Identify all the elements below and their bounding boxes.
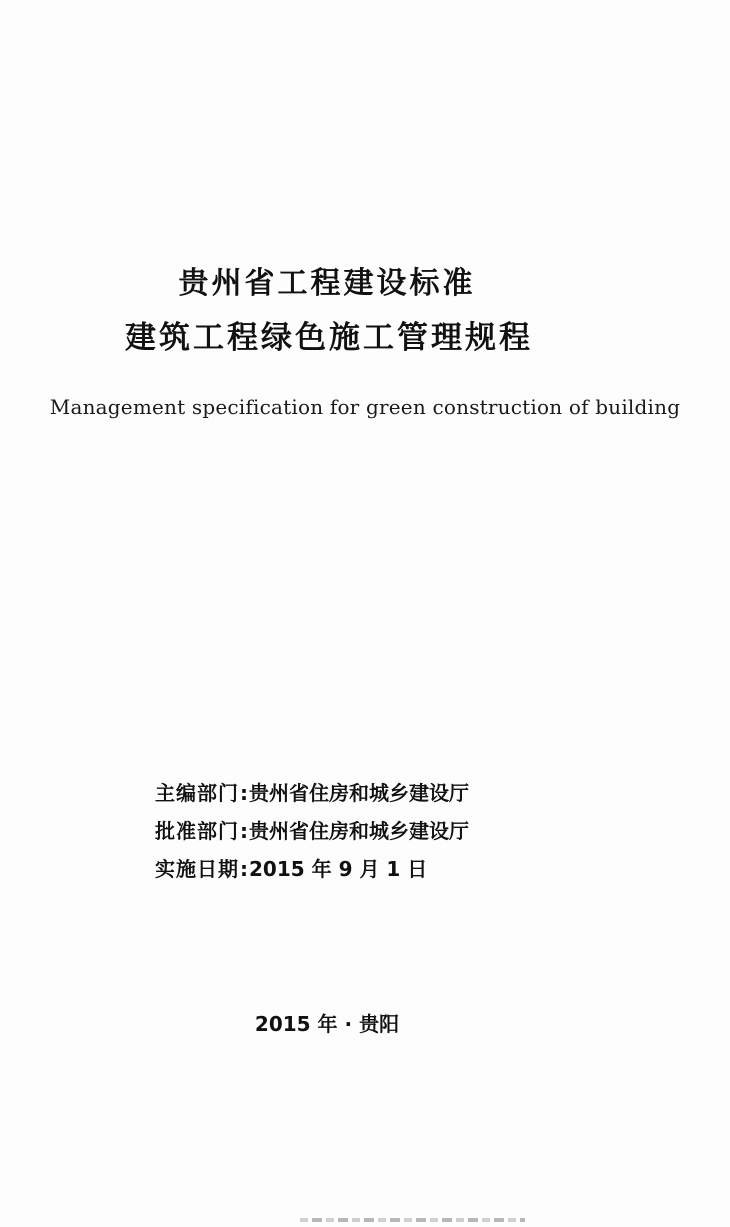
info-label: 批准部门 — [155, 819, 239, 843]
info-value: 贵州省住房和城乡建设厅 — [249, 781, 469, 805]
info-row-effective-date — [155, 850, 469, 888]
info-row-approval — [155, 812, 469, 850]
standard-series-title: 贵州省工程建设标准 — [178, 266, 476, 301]
info-label: 实施日期 — [155, 857, 239, 881]
info-separator: : — [240, 857, 248, 881]
issuing-info — [155, 774, 469, 888]
scan-artifact — [300, 1218, 525, 1222]
info-value: 2015 年 9 月 1 日 — [249, 857, 428, 881]
publication-year-place: 2015 年 · 贵阳 — [254, 1012, 400, 1036]
info-label: 主编部门 — [155, 781, 239, 805]
info-row-chief-editor — [155, 774, 469, 812]
english-title: Management specification for green construction of building — [49, 395, 681, 419]
info-separator: : — [240, 819, 248, 843]
info-value: 贵州省住房和城乡建设厅 — [249, 819, 469, 843]
document-title: 建筑工程绿色施工管理规程 — [125, 320, 533, 356]
info-separator: : — [240, 781, 248, 805]
